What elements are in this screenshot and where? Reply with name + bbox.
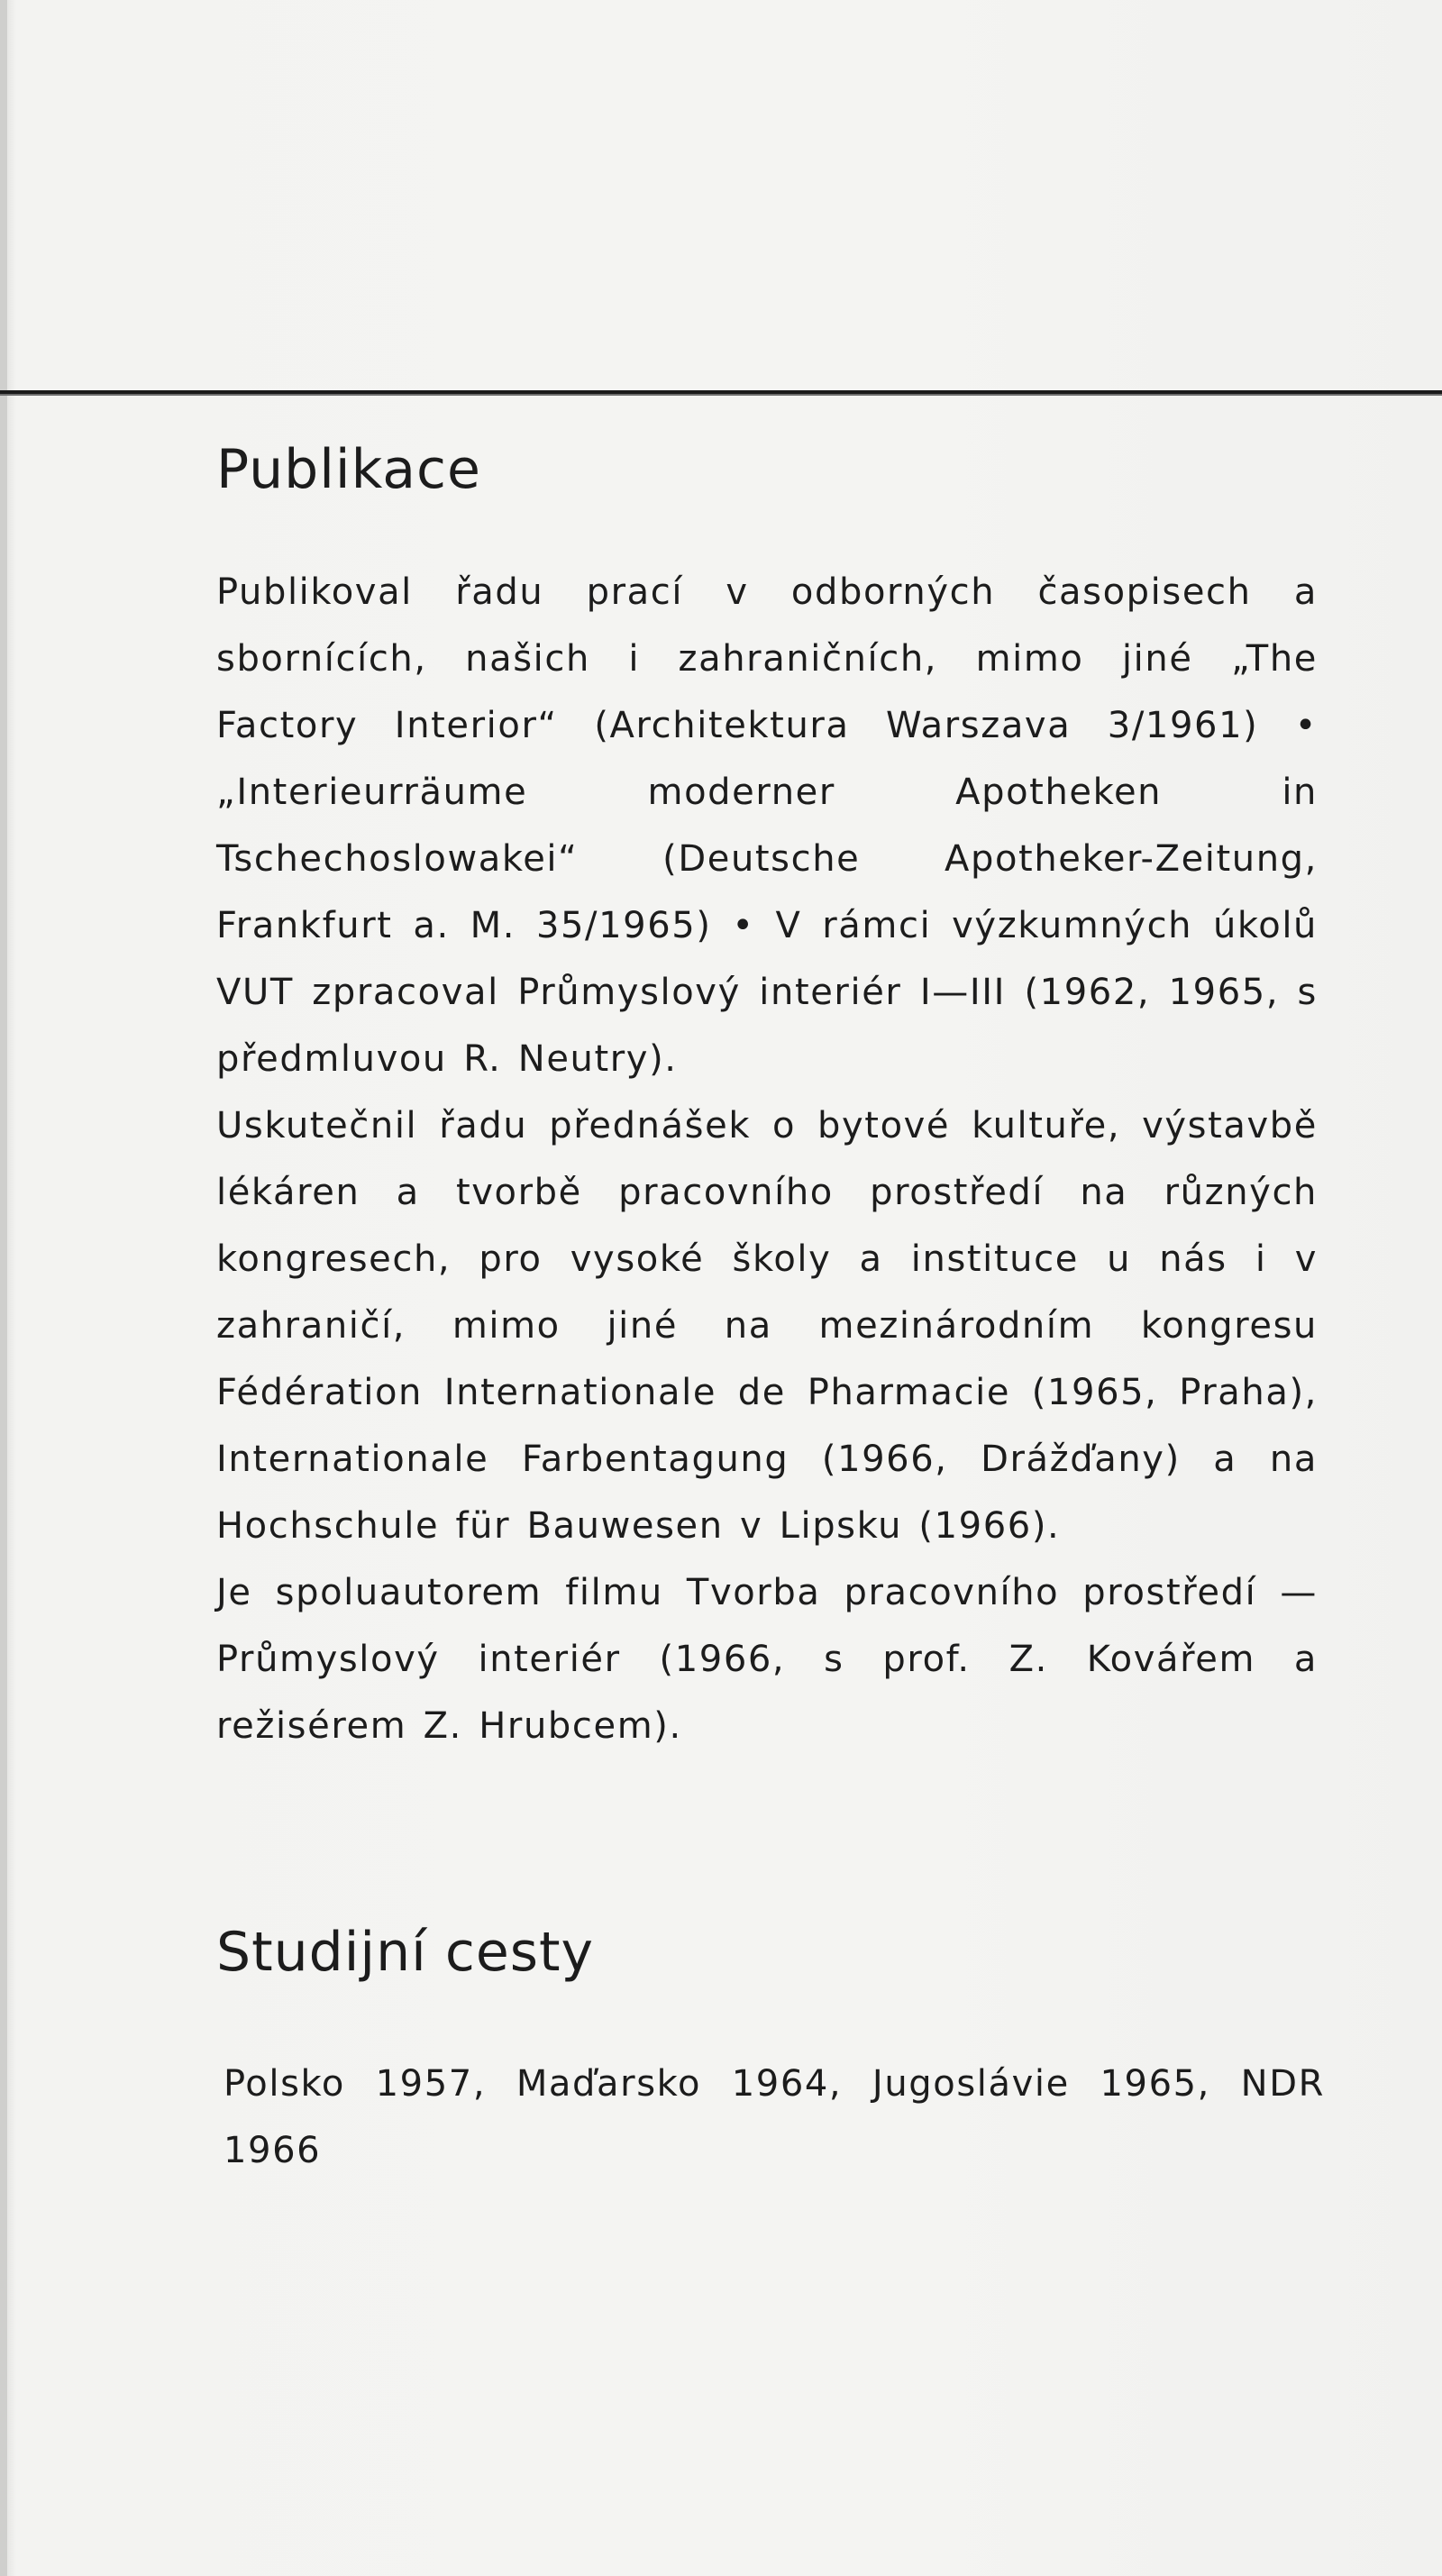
study-trips-paragraph: Polsko 1957, Maďarsko 1964, Jugoslávie 1965, NDR 1966 [224,2063,1325,2171]
publications-paragraph: Publikoval řadu prací v odborných časopisech a sbornících, našich i zahraničních, mimo jiné „The Factory Interior“ (Architektura Warszava 3/1961) • „Interieurräume moderner Apotheken in Tschechoslowakei“ (Deutsche Apotheker-Zeitung, Frankfurt a. M. 35/1965) • V rámci výzkumných úkolů VUT zpracoval Průmyslový interiér I—III (1962, 1965, s předmluvou R. Neutry). [216,571,1318,1080]
film-paragraph: Je spoluautorem filmu Tvorba pracovního prostředí — Průmyslový interiér (1966, s prof. Z. Kovářem a režisérem Z. Hrubcem). [216,1572,1318,1747]
text-column [216,437,1325,2171]
horizontal-rule-shadow [0,394,1442,396]
page-edge-shadow [0,0,7,2576]
section-heading-studijni-cesty: Studijní cesty [216,1921,595,1984]
lectures-paragraph: Uskutečnil řadu přednášek o bytové kultuře, výstavbě lékáren a tvorbě pracovního prostředí na různých kongresech, pro vysoké školy a instituce u nás i v zahraničí, mimo jiné na mezinárodním kongresu Fédération Internationale de Pharmacie (1965, Praha), Internationale Farbentagung (1966, Drážďany) a na Hochschule für Bauwesen v Lipsku (1966). [216,1105,1318,1547]
publikace-body [216,559,1318,1759]
section-heading-publikace: Publikace [216,438,481,501]
